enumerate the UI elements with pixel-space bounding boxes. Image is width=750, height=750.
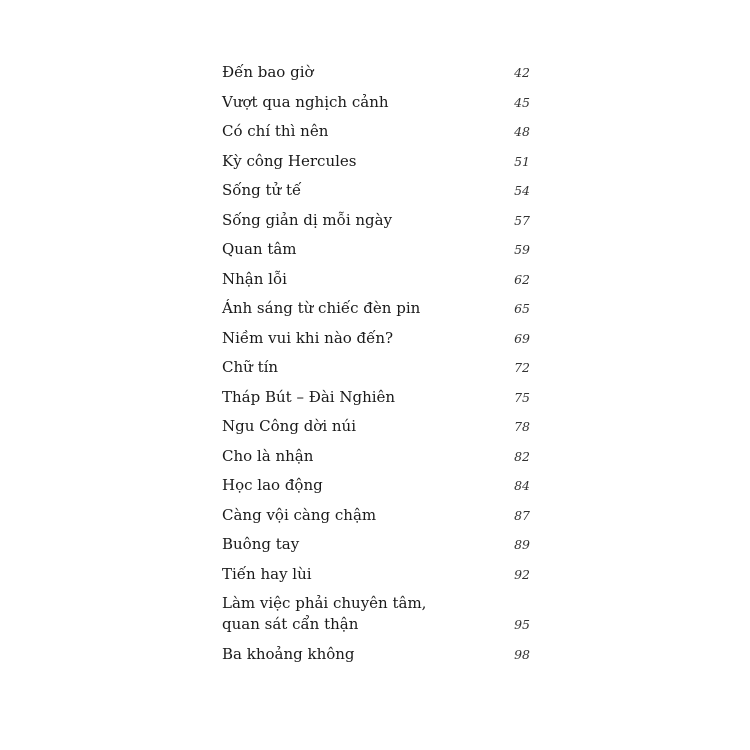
toc-entry	[222, 210, 530, 231]
toc-entry-page-number: 78	[514, 419, 530, 434]
toc-entry-page-number: 89	[514, 537, 530, 552]
toc-entry	[222, 62, 530, 83]
toc-entry-title: Sống giản dị mỗi ngày	[222, 210, 393, 229]
toc-entry-page-number: 57	[514, 212, 530, 228]
toc-entry-title: Tháp Bút – Đài Nghiên	[222, 387, 396, 406]
toc-entry-title: Buông tay	[222, 535, 300, 553]
toc-entry	[222, 593, 530, 635]
toc-entry	[222, 239, 530, 260]
table-of-contents	[222, 62, 530, 673]
toc-entry	[222, 564, 530, 585]
toc-entry	[222, 387, 530, 408]
toc-entry-title: Kỳ công Hercules	[222, 151, 357, 170]
toc-entry-title: Tiến hay lùi	[222, 564, 312, 583]
toc-entry-page-number: 84	[514, 478, 530, 493]
toc-entry-title: Làm việc phải chuyên tâm, quan sát cẩn thận	[222, 594, 427, 633]
toc-entry	[222, 475, 530, 496]
toc-entry	[222, 298, 530, 319]
toc-entry-title: Nhận lỗi	[222, 269, 287, 288]
toc-entry-page-number: 45	[514, 94, 530, 110]
toc-entry	[222, 534, 530, 555]
toc-entry-title: Quan tâm	[222, 240, 297, 258]
toc-entry-title: Ngu Công dời núi	[222, 417, 357, 435]
toc-entry-title: Ánh sáng từ chiếc đèn pin	[222, 299, 421, 317]
toc-entry-page-number: 72	[514, 360, 530, 375]
toc-entry	[222, 121, 530, 142]
toc-entry-title: Vượt qua nghịch cảnh	[222, 92, 389, 111]
toc-entry	[222, 180, 530, 201]
toc-entry-page-number: 82	[514, 448, 530, 464]
toc-entry-page-number: 48	[514, 124, 530, 139]
toc-entry-title: Sống tử tế	[222, 181, 302, 199]
toc-entry	[222, 644, 530, 665]
toc-entry	[222, 505, 530, 526]
toc-entry	[222, 328, 530, 349]
toc-entry	[222, 269, 530, 290]
toc-entry	[222, 446, 530, 467]
toc-entry-page-number: 95	[514, 617, 530, 632]
toc-entry	[222, 357, 530, 378]
toc-entry-title: Có chí thì nên	[222, 122, 329, 140]
toc-entry-title: Đến bao giờ	[222, 63, 314, 81]
toc-entry-page-number: 75	[514, 389, 530, 405]
toc-entry-page-number: 54	[514, 183, 530, 198]
toc-entry-page-number: 98	[514, 646, 530, 662]
toc-entry-page-number: 51	[514, 153, 530, 169]
toc-entry-page-number: 42	[514, 65, 530, 80]
toc-entry-page-number: 69	[514, 330, 530, 346]
toc-entry-title: Niềm vui khi nào đến?	[222, 328, 394, 347]
toc-entry-page-number: 65	[514, 301, 530, 316]
toc-entry-page-number: 87	[514, 507, 530, 523]
toc-entry-title: Chữ tín	[222, 358, 279, 376]
toc-entry-title: Càng vội càng chậm	[222, 505, 377, 524]
toc-entry-page-number: 59	[514, 242, 530, 257]
toc-entry-page-number: 62	[514, 271, 530, 287]
toc-entry-title: Cho là nhận	[222, 446, 314, 465]
toc-entry	[222, 151, 530, 172]
toc-entry-page-number: 92	[514, 566, 530, 582]
toc-entry	[222, 416, 530, 437]
toc-entry	[222, 92, 530, 113]
toc-entry-title: Học lao động	[222, 476, 323, 494]
toc-entry-title: Ba khoảng không	[222, 644, 355, 663]
